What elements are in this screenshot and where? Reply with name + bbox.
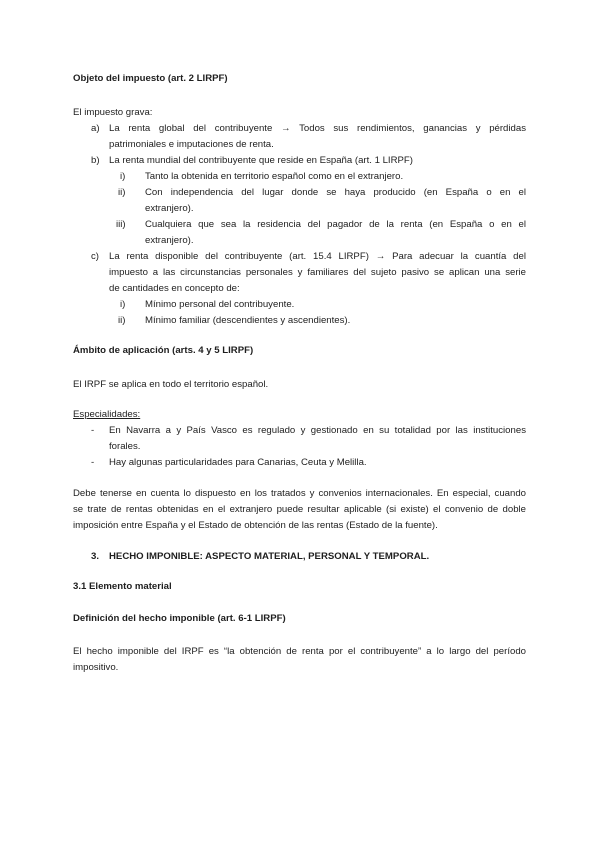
sublist-marker-c-i: i) (120, 299, 126, 310)
objeto-heading: Objeto del impuesto (art. 2 LIRPF) (73, 73, 228, 84)
sublist-marker-b-iii: iii) (116, 219, 126, 230)
item-c-i-line1: Mínimo personal del contribuyente. (145, 299, 295, 310)
especialidad-1-line2: forales. (109, 441, 141, 452)
tratados-line1: Debe tenerse en cuenta lo dispuesto en los tratados y convenios internacionales. En especial, cuando (73, 488, 526, 499)
item-c-line3: de cantidades en concepto de: (109, 283, 240, 294)
definicion-line1: El hecho imponible del IRPF es “la obtención de renta por el contribuyente” a lo largo del período (73, 646, 526, 657)
item-b-iii-line2: extranjero). (145, 235, 194, 246)
item-b-iii-line1: Cualquiera que sea la residencia del pagador de la renta (en España o en el (145, 219, 526, 230)
ambito-text: El IRPF se aplica en todo el territorio español. (73, 379, 269, 390)
list-marker-b: b) (91, 155, 100, 166)
dash-marker-2: - (91, 457, 95, 468)
sublist-marker-c-ii: ii) (118, 315, 126, 326)
item-b-ii-line1: Con independencia del lugar donde se haya producido (en España o en el (145, 187, 526, 198)
item-b-ii-line2: extranjero). (145, 203, 194, 214)
item-a-line2: patrimoniales e imputaciones de renta. (109, 139, 274, 150)
item-c-line2: impuesto a las circunstancias personales y familiares del sujeto pasivo se aplican una serie (109, 267, 526, 278)
item-c-line1: La renta disponible del contribuyente (art. 15.4 LIRPF) → Para adecuar la cuantía del (109, 251, 526, 262)
list-marker-a: a) (91, 123, 100, 134)
definicion-line2: impositivo. (73, 662, 119, 673)
definicion-heading: Definición del hecho imponible (art. 6-1 LIRPF) (73, 613, 286, 624)
hecho-heading-number: 3. (91, 551, 100, 562)
especialidad-2-line1: Hay algunas particularidades para Canarias, Ceuta y Melilla. (109, 457, 367, 468)
especialidad-1-line1: En Navarra a y País Vasco es regulado y gestionado en su totalidad por las instituciones (109, 425, 526, 436)
item-b-i-line1: Tanto la obtenida en territorio español como en el extranjero. (145, 171, 404, 182)
item-a-line1: La renta global del contribuyente → Todos sus rendimientos, ganancias y pérdidas (109, 123, 526, 134)
hecho-heading: HECHO IMPONIBLE: ASPECTO MATERIAL, PERSONAL Y TEMPORAL. (109, 551, 430, 562)
elemento-heading: 3.1 Elemento material (73, 581, 172, 592)
ambito-heading: Ámbito de aplicación (arts. 4 y 5 LIRPF) (73, 345, 254, 356)
item-c-ii-line1: Mínimo familiar (descendientes y ascendientes). (145, 315, 351, 326)
especialidades-label: Especialidades: (73, 409, 141, 420)
grava-intro: El impuesto grava: (73, 107, 153, 118)
item-b-line1: La renta mundial del contribuyente que reside en España (art. 1 LIRPF) (109, 155, 413, 166)
sublist-marker-b-i: i) (120, 171, 126, 182)
sublist-marker-b-ii: ii) (118, 187, 126, 198)
list-marker-c: c) (91, 251, 99, 262)
tratados-line2: se trate de rentas obtenidas en el extranjero puede resultar aplicable (si existe) el convenio de doble (73, 504, 526, 515)
tratados-line3: imposición entre España y el Estado de obtención de las rentas (Estado de la fuente). (73, 520, 438, 531)
dash-marker-1: - (91, 425, 95, 436)
